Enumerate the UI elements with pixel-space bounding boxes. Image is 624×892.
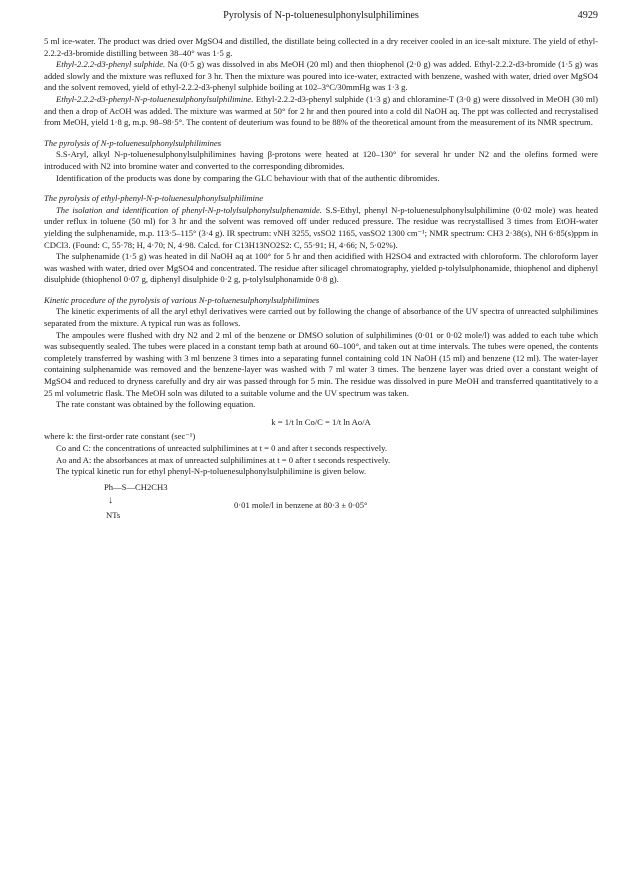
paragraph <box>44 205 598 251</box>
paragraph: 5 ml ice-water. The product was dried over MgSO4 and distilled, the distillate being collected in a dry receiver cooled in an ice-salt mixture. The yield of ethyl-2.2.2-d3-bromide distilling between 38–40° was 1·5 g. <box>44 36 598 58</box>
paragraph: The kinetic experiments of all the aryl ethyl derivatives were carried out by following the change of absorbance of the UV spectra of unreacted sulphilimines separated from the mixture. A typical run was as follows. <box>44 306 598 329</box>
paragraph-subheading: Ethyl-2.2.2-d3-phenyl-N-p-toluenesulphonylsulphilimine. <box>56 93 254 104</box>
paragraph: The typical kinetic run for ethyl phenyl-N-p-toluenesulphonylsulphilimine is given below. <box>56 466 367 477</box>
paragraph: Co and C: the concentrations of unreacted sulphilimines at t = 0 and after t seconds respectively. <box>56 443 387 453</box>
paragraph <box>44 59 598 94</box>
paragraph: The rate constant was obtained by the following equation. <box>56 399 256 410</box>
article-body <box>44 36 598 542</box>
reaction-condition: 0·01 mole/l in benzene at 80·3 ± 0·05° <box>234 499 368 510</box>
section-heading: The pyrolysis of N-p-toluenesulphonylsulphilimines <box>44 137 222 148</box>
paragraph: The sulphenamide (1·5 g) was heated in dil NaOH aq at 100° for 5 hr and then acidified with H2SO4 and extracted with chloroform. The chloroform layer was washed with water, dried over MgSO4 and concentrated. The residue after silicagel chromatography, yielded p-tolylsulphonamide, thiophenol and diphenyl disulphide (thiophenol 0·07 g, diphenyl disulphide 0·2 g, p-tolylsulphonamide 0·8 g). <box>44 251 598 285</box>
running-title: Pyrolysis of N-p-toluenesulphonylsulphilimines <box>223 10 419 21</box>
bond-arrow: ↓ <box>108 494 113 506</box>
page-number: 4929 <box>577 10 598 21</box>
rate-equation: k = 1/t ln Co/C = 1/t ln Ao/A <box>271 416 371 427</box>
structure-substituent: NTs <box>106 509 121 520</box>
paragraph: S.S-Aryl, alkyl N-p-toluenesulphonylsulphilimines having β-protons were heated at 120–130° for several hr under N2 and the olefins formed were introduced with N2 into bromine water and converted to the corresponding dibromides. <box>44 149 598 171</box>
paragraph: where k: the first-order rate constant (sec⁻¹) <box>44 431 196 442</box>
paragraph-subheading: Ethyl-2.2.2-d3-phenyl sulphide. <box>56 59 166 70</box>
paragraph: The ampoules were flushed with dry N2 and 2 ml of the benzene or DMSO solution of sulphilimines (0·01 or 0·02 mole/l) was added to each tube which was subsequently sealed. The tubes were placed in a constant temp bath at around 60–100°, and taken out at time intervals. The tubes were opened, the contents completely transferred by washing with 3 ml benzene 3 times into a separating funnel containing cold 1N NaOH (15 ml) and benzene (12 ml). The water-layer containing sulphenamide was removed and the benzene-layer was washed with 7 ml water 3 times. The benzene layer was dried over a constant weight of MgSO4 and reduced to dryness carefully and dry air was passed through for 5 min. The residue was dissolved in pure MeOH and transferred quantitatively to a 25 ml volumetric flask. The MeOH soln was diluted to a suitable volume and the UV spectrum was taken. <box>44 329 598 398</box>
paragraph-text: S.S-Ethyl, phenyl N-p-toluenesulphonylsulphilimine (0·02 mole) was heated under reflux in toluene (50 ml) for 3 hr and the solvent was removed off under reduced pressure. The residue was recrystallised 3 times from EtOH-water yielding the sulphenamide, m.p. 113·5–115° (3·4 g). IR spectrum: νNH 3255, νsSO2 1165, νasSO2 1300 cm⁻¹; NMR spectrum: CH3 2·38(s), NH 6·85(s)ppm in CDCl3. (Found: C, 55·78; H, 4·70; N, 4·98. Calcd. for C13H13NO2S2: C, 55·91; H, 4·66; N, 5·02%). <box>44 204 598 250</box>
paragraph-subheading: The isolation and identification of phenyl-N-p-tolylsulphonylsulphenamide. <box>56 204 322 215</box>
paragraph <box>44 94 598 129</box>
section-heading: The pyrolysis of ethyl-phenyl-N-p-toluenesulphonylsulphilimine <box>44 193 264 204</box>
paragraph: Identification of the products was done by comparing the GLC behaviour with that of the authentic dibromides. <box>56 172 440 183</box>
paragraph: Ao and A: the absorbances at max of unreacted sulphilimines at t = 0 after t seconds respectively. <box>56 454 391 465</box>
paragraph-text: Ethyl-2.2.2-d3-phenyl sulphide (1·3 g) and chloramine-T (3·0 g) were dissolved in MeOH (30 ml) and then a drop of AcOH was added. The mixture was warmed at 50° for 2 hr and then poured into a cold dil NaOH aq. The ppt was collected and recrystalised from MeOH, yield 1·8 g, m.p. 98–98·5°. The content of deuterium was found to be 88% of the theoretical amount from the measurement of its NMR spectrum. <box>44 93 598 128</box>
chemical-structure <box>44 482 598 542</box>
page-header <box>44 10 598 26</box>
structure-formula: Ph—S—CH2CH3 <box>104 481 168 492</box>
section-heading: Kinetic procedure of the pyrolysis of various N-p-toluenesulphonylsulphilimines <box>44 294 320 305</box>
paragraph-text: Na (0·5 g) was dissolved in abs MeOH (20 ml) and then thiophenol (2·0 g) was added. Ethyl-2.2.2-d3-bromide (1·5 g) was added slowly and the mixture was refluxed for 3 hr. Then the mixture was poured into ice-water, extracted with benzene, washed with water, dried over MgSO4 and the solvent removed, yield of ethyl-2.2.2-d3-phenyl sulphide boiling at 102–3°C/30mmHg was 1·3 g. <box>44 59 599 93</box>
